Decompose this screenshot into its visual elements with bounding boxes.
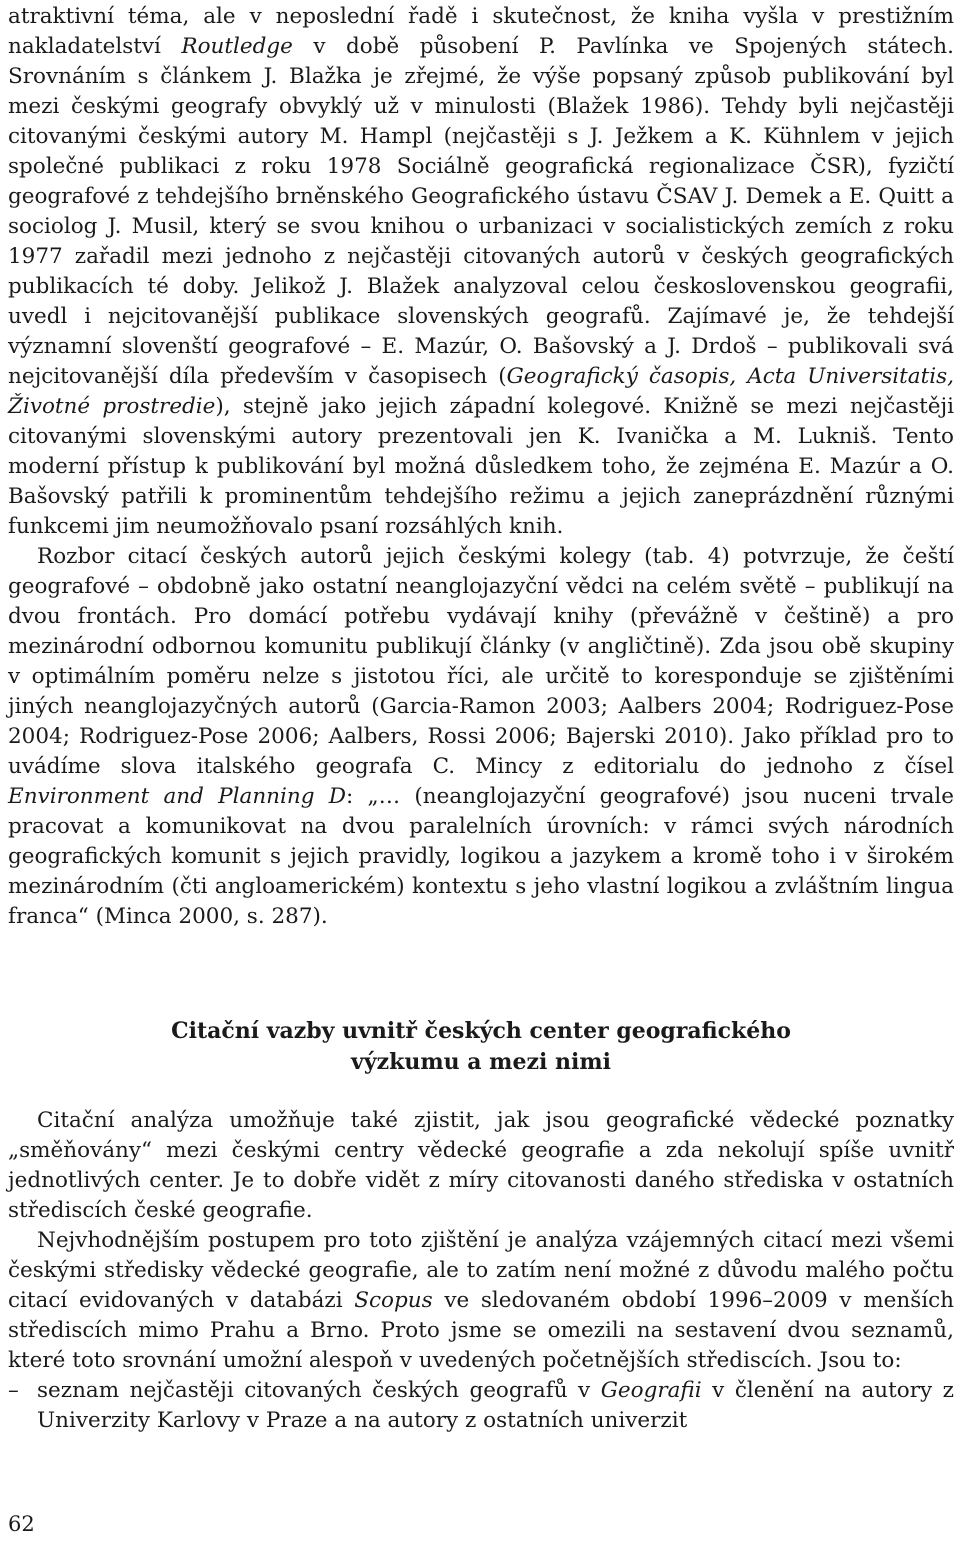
text-run: Rozbor citací českých autorů jejich českými kolegy (tab. 4) potvrzuje, že čeští geografové – obdobně jako ostatní neanglojazyční vědci na celém světě – publikují na dvou frontách. Pro domácí potřebu vydávají knihy (převážně v češtině) a pro mezinárodní odbornou komunitu publikují články (v angličtině). Zda jsou obě skupiny v optimálním poměru nelze s jistotou říci, ale určitě to koresponduje se zjištěními jiných neanglojazyčných autorů (Garcia-Ramon 2003; Aalbers 2004; Rodriguez-Pose 2004; Rodriguez-Pose 2006; Aalbers, Rossi 2006; Bajerski 2010). Jako příklad pro to uvádíme slova italského geografa C. Mincy z editorialu do jednoho z čísel (8, 544, 954, 779)
italic-run: Environment and Planning D (8, 784, 347, 809)
section-heading-line: Citační vazby uvnitř českých center geografického (171, 1018, 791, 1044)
list-item-text (37, 1378, 954, 1433)
section-heading-line: výzkumu a mezi nimi (351, 1049, 611, 1075)
text-run: Nejvhodnějším postupem pro toto zjištění je analýza vzájemných citací mezi všemi českými středisky vědecké geografie, ale to zatím není možné z důvodu malého počtu citací evidovaných v databázi (8, 1228, 954, 1313)
text-run: ve sledovaném období 1996–2009 v menších střediscích mimo Prahu a Brno. Proto jsme se omezili na sestavení dvou seznamů, které toto srovnání umožní alespoň v uvedených početnějších střediscích. Jsou to: (8, 1288, 954, 1373)
text-run: v členění na autory z Univerzity Karlovy v Praze a na autory z ostatních univerzit (37, 1378, 954, 1433)
italic-run: Scopus (354, 1288, 433, 1313)
text-run: Citační analýza umožňuje také zjistit, jak jsou geografické vědecké poznatky „směňovány“ mezi českými centry vědecké geografie a zda nekolují spíše uvnitř jednotlivých center. Je to dobře vidět z míry citovanosti daného střediska v ostatních střediscích české geografie. (8, 1108, 954, 1223)
text-run: v době působení P. Pavlínka ve Spojených státech. Srovnáním s článkem J. Blažka je zřejmé, že výše popsaný způsob publikování byl mezi českými geografy obvyklý už v minulosti (Blažek 1986). Tehdy byli nejčastěji citovanými českými autory M. Hampl (nejčastěji s J. Ježkem a K. Kühnlem v jejich společné publikaci z roku 1978 Sociálně geografická regionalizace ČSR), fyzičtí geografové z tehdejšího brněnského Geografického ústavu ČSAV J. Demek a E. Quitt a sociolog J. Musil, který se svou knihou o urbanizaci v socialistických zemích z roku 1977 zařadil mezi jednoho z nejčastěji citovaných autorů v českých geografických publikacích té doby. Jelikož J. Blažek analyzoval celou československou geografii, uvedl i nejcitovanější publikace slovenských geografů. Zajímavé je, že tehdejší významní slovenští geografové – E. Mazúr, O. Bašovský a J. Drdoš – publikovali svá nejcitovanější díla především v časopisech ( (8, 34, 954, 389)
body-text-bottom (8, 1106, 954, 1436)
italic-run: Routledge (181, 34, 293, 59)
paragraph (8, 1106, 954, 1226)
list-item (8, 1376, 954, 1436)
list-dash: – (8, 1378, 19, 1403)
italic-run: Geografický časopis, Acta Universitatis, Životné prostredie (8, 364, 954, 419)
page-number: 62 (8, 1512, 35, 1536)
section-heading (8, 1016, 954, 1078)
paragraph (8, 2, 954, 542)
text-run: ), stejně jako jejich západní kolegové. Knižně se mezi nejčastěji citovanými slovenskými autory prezentovali jen K. Ivanička a M. Lukniš. Tento moderní přístup k publikování byl možná důsledkem toho, že zejména E. Mazúr a O. Bašovský patřili k prominentům tehdejšího režimu a jejich zaneprázdnění různými funkcemi jim neumožňovalo psaní rozsáhlých knih. (8, 394, 954, 539)
paragraph (8, 1226, 954, 1376)
text-run: seznam nejčastěji citovaných českých geografů v (37, 1378, 601, 1403)
text-run: atraktivní téma, ale v neposlední řadě i skutečnost, že kniha vyšla v prestižním nakladatelství (8, 4, 954, 59)
body-text-top (8, 2, 954, 932)
paragraph (8, 542, 954, 932)
text-run: : „… (neanglojazyční geografové) jsou nuceni trvale pracovat a komunikovat na dvou paralelních úrovních: v rámci svých národních geografických komunit s jejich pravidly, logikou a jazykem a kromě toho i v širokém mezinárodním (čti angloamerickém) kontextu s jeho vlastní logikou a zvláštním lingua franca“ (Minca 2000, s. 287). (8, 784, 954, 929)
italic-run: Geografii (600, 1378, 702, 1403)
